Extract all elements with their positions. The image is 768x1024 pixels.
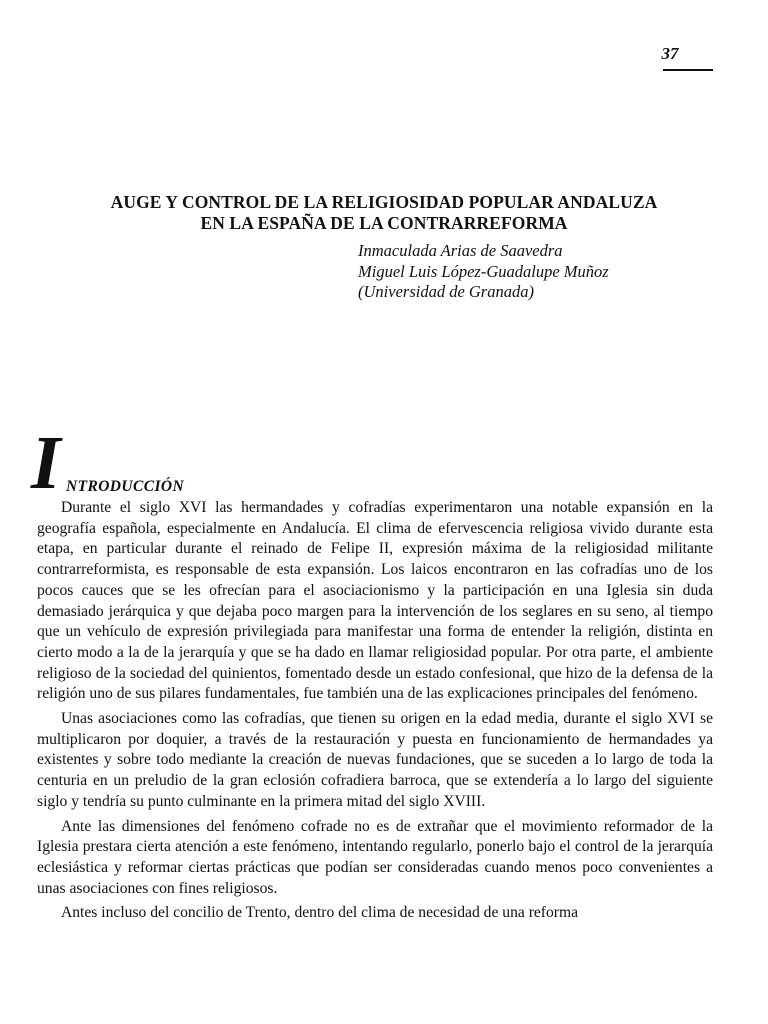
author-block [358,241,609,303]
article-title-line-1: AUGE Y CONTROL DE LA RELIGIOSIDAD POPULAR ANDALUZA [110,192,658,212]
article-title [30,192,738,234]
section-heading: NTRODUCCIÓN [66,478,185,495]
paragraph: Antes incluso del concilio de Trento, dentro del clima de necesidad de una reforma [61,904,579,922]
paragraph: Unas asociaciones como las cofradías, que tienen su origen en la edad media, durante el siglo XVI se multiplicaron por doquier, a través de la restauración y puesta en funcionamiento de hermandades ya existentes y sobre todo mediante la creación de nuevas fundaciones, que se suceden a lo largo de toda la centuria en un preludio de la gran eclosión cofradiera barroca, que se extendería a lo largo del siguiente siglo y tendría su punto culminante en la primera mitad del siglo XVIII. [37,710,713,810]
article-title-line-2: EN LA ESPAÑA DE LA CONTRARREFORMA [200,213,568,233]
body-text [37,498,713,928]
paragraph: Durante el siglo XVI las hermandades y cofradías experimentaron una notable expansión en la geografía española, especialmente en Andalucía. El clima de efervescencia religiosa vivido durante esta etapa, en particular durante el reinado de Felipe II, expresión máxima de la religiosidad militante contrarreformista, es responsable de esta expansión. Los laicos encontraron en las cofradías uno de los pocos cauces que se les ofrecían para el asociacionismo y la participación en una Iglesia sin duda demasiado jerárquica y que dejaba poco margen para la intervención de los seglares en su seno, al tiempo que un vehículo de expresión privilegiada para manifestar una forma de entender la religión, distinta en cierto modo a la de la jerarquía y que se ha dado en llamar religiosidad popular. Por otra parte, el ambiente religioso de la sociedad del quinientos, fomentado desde un estado confesional, que hizo de la defensa de la religión uno de sus pilares fundamentales, fue también una de las explicaciones principales del fenómeno. [37,499,713,703]
page-number-rule [663,69,713,71]
section-drop-cap: I [31,421,61,505]
author-1: Inmaculada Arias de Saavedra [358,241,563,260]
page-number: 37 [661,44,679,63]
author-affiliation: (Universidad de Granada) [358,282,534,301]
paragraph: Ante las dimensiones del fenómeno cofrade no es de extrañar que el movimiento reformador de la Iglesia prestara cierta atención a este fenómeno, intentando regularlo, ponerlo bajo el control de la jerarquía eclesiástica y reformar ciertas prácticas que podían ser consideradas cuando menos poco convenientes a unas asociaciones con fines religiosos. [37,817,713,897]
author-2: Miguel Luis López-Guadalupe Muñoz [358,261,609,281]
